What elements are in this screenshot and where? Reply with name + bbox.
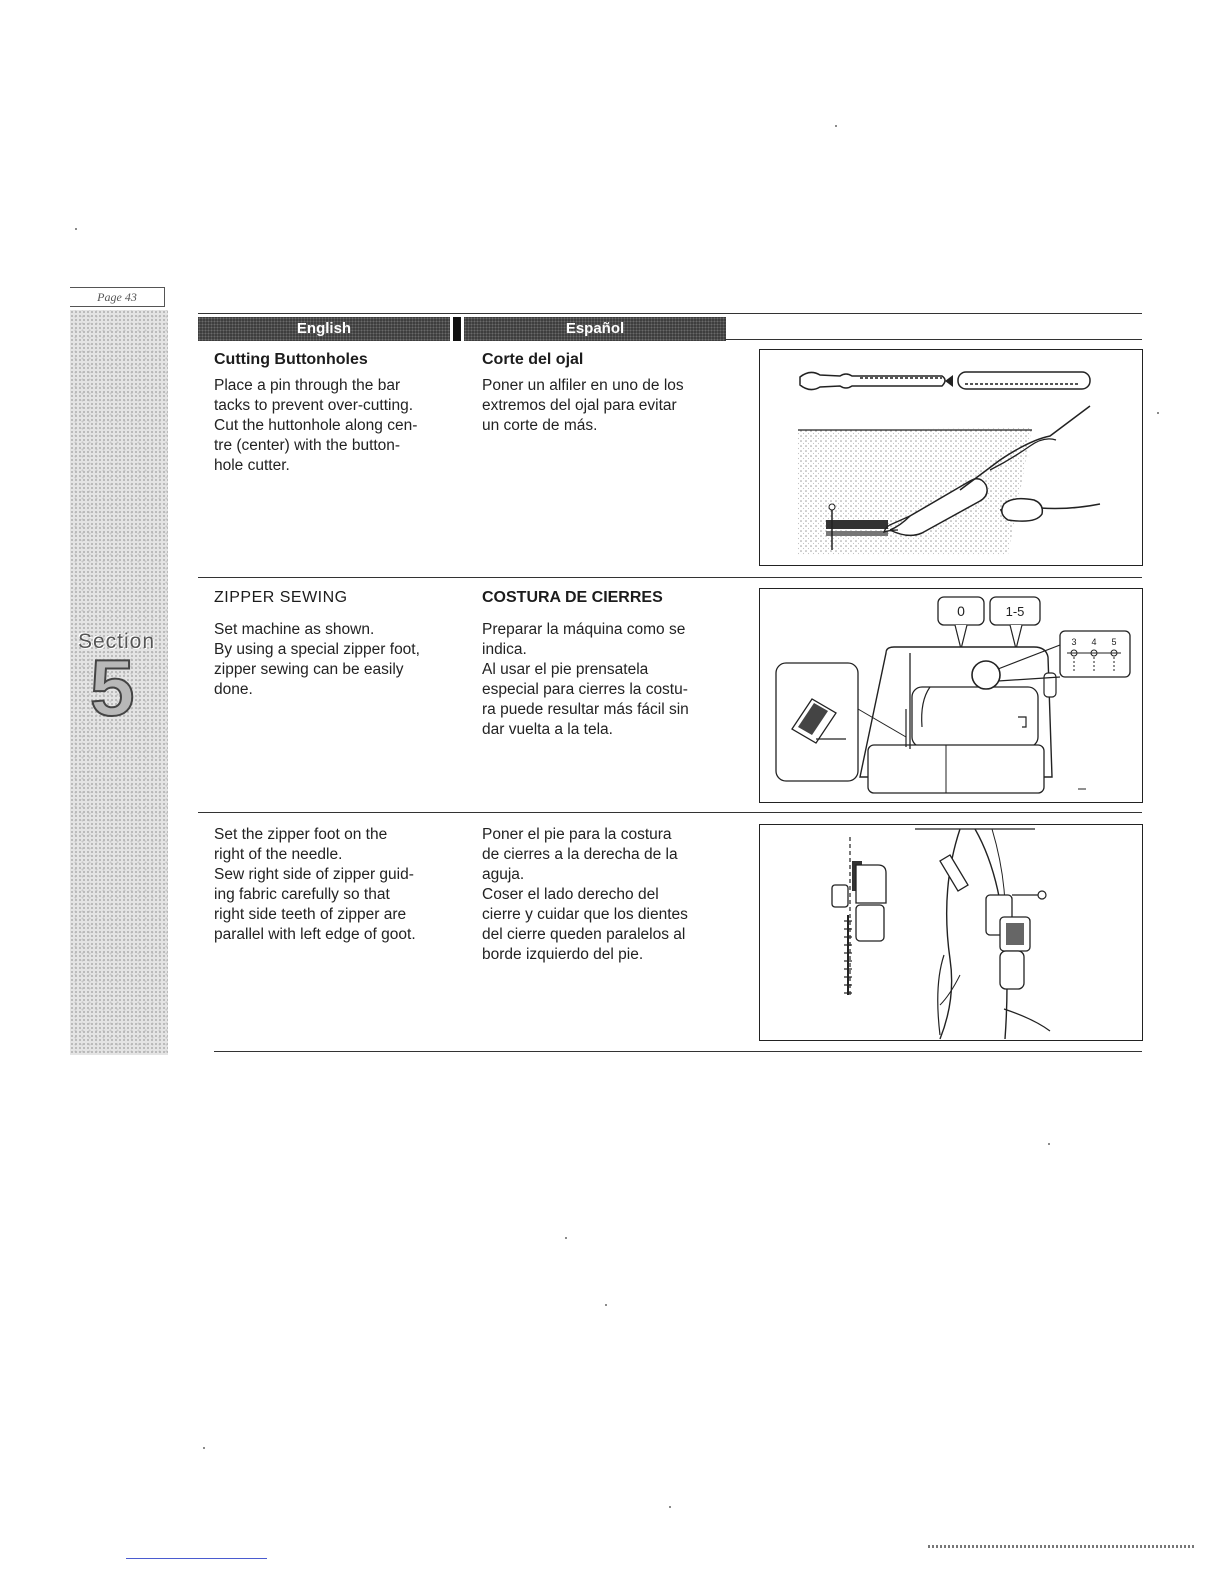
section-divider-2 (198, 812, 1142, 813)
scan-speck (835, 125, 837, 127)
zipper-foot-figure (759, 824, 1143, 1041)
heading-zipper-sewing: ZIPPER SEWING (214, 589, 348, 606)
scan-speck (669, 1506, 671, 1508)
language-tab-spanish: Español (464, 317, 726, 341)
buttonhole-cutter-illustration-icon (760, 350, 1142, 565)
section-divider-bottom (214, 1051, 1142, 1052)
sewing-machine-figure (759, 588, 1143, 803)
scan-speck (203, 1447, 205, 1449)
section-label: Section (78, 630, 156, 653)
scan-speck (1157, 412, 1159, 414)
footer-rule-left (126, 1558, 267, 1559)
heading-costura-de-cierres: COSTURA DE CIERRES (482, 589, 663, 606)
sewing-machine-settings-illustration-icon (760, 589, 1142, 802)
text-zipper-sewing-en: Set machine as shown. By using a special zipper foot, zipper sewing can be easily done. (214, 621, 420, 698)
buttonhole-cutter-figure (759, 349, 1143, 566)
section-number: 5 (90, 643, 135, 732)
heading-cutting-buttonholes: Cutting Buttonholes (214, 351, 368, 368)
scan-speck (605, 1304, 607, 1306)
header-rule-right (725, 339, 1142, 340)
header-rule (198, 313, 1142, 314)
page-number-tag: Page 43 (70, 287, 165, 307)
text-corte-del-ojal-es: Poner un alfiler en uno de los extremos del ojal para evitar un corte de más. (482, 377, 684, 434)
text-zipper-foot-en: Set the zipper foot on the right of the needle. Sew right side of zipper guid- ing fabric carefully so that right side teeth of zipper are parallel with left edge of goot. (214, 826, 416, 943)
section-divider-1 (198, 577, 1142, 578)
language-tab-separator (453, 317, 461, 341)
zipper-foot-sewing-illustration-icon (760, 825, 1142, 1040)
text-costura-de-cierres-es: Preparar la máquina como se indica. Al usar el pie prensatela especial para cierres la costu- ra puede resultar más fácil sin dar vuelta a la tela. (482, 621, 689, 738)
scan-speck (1048, 1143, 1050, 1145)
heading-corte-del-ojal: Corte del ojal (482, 351, 584, 368)
position-4: 4 (1091, 637, 1097, 647)
scan-speck (565, 1237, 567, 1239)
language-tab-english: English (198, 317, 450, 341)
dial-left-label: 0 (957, 603, 965, 619)
position-5: 5 (1111, 637, 1117, 647)
text-cutting-buttonholes-en: Place a pin through the bar tacks to prevent over-cutting. Cut the huttonhole along cen- tre (center) with the button- hole cutter. (214, 377, 418, 474)
position-3: 3 (1071, 637, 1077, 647)
dial-right-label: 1-5 (1005, 604, 1025, 619)
text-zipper-foot-es: Poner el pie para la costura de cierres a la derecha de la aguja. Coser el lado derecho del cierre y cuidar que los dientes del cierre queden paralelos al borde izquierdo del pie. (482, 826, 688, 963)
footer-rule-right (928, 1545, 1196, 1548)
scan-speck (75, 228, 77, 230)
